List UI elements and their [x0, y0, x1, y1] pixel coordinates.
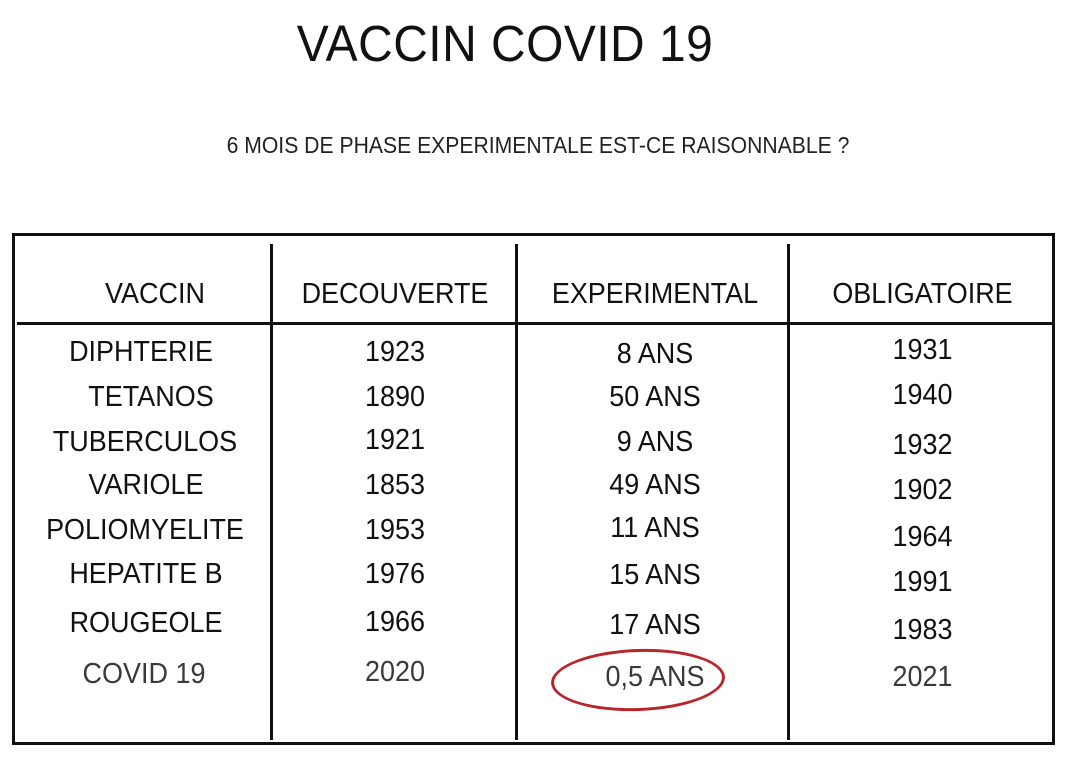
cell-decouverte: 2020	[364, 656, 425, 688]
header-decouverte: DECOUVERTE	[301, 278, 489, 310]
cell-experimental: 0,5 ANS	[605, 661, 705, 693]
cell-obligatoire: 1983	[892, 614, 953, 646]
column-divider	[787, 244, 790, 740]
cell-vaccin: ROUGEOLE	[69, 607, 223, 639]
header-experimental: EXPERIMENTAL	[551, 278, 759, 310]
header-divider	[17, 322, 1052, 325]
cell-obligatoire: 1991	[892, 566, 953, 598]
cell-obligatoire: 2021	[892, 661, 953, 693]
cell-vaccin: TUBERCULOS	[52, 426, 238, 458]
cell-decouverte: 1976	[364, 558, 425, 590]
highlight-circle	[550, 646, 726, 714]
cell-vaccin: COVID 19	[82, 658, 206, 690]
vaccine-table	[12, 233, 1055, 745]
cell-obligatoire: 1902	[892, 474, 953, 506]
page-subtitle: 6 MOIS DE PHASE EXPERIMENTALE EST-CE RAISONNABLE ?	[226, 132, 850, 158]
cell-vaccin: DIPHTERIE	[69, 336, 213, 368]
cell-obligatoire: 1964	[892, 521, 953, 553]
cell-obligatoire: 1940	[892, 379, 953, 411]
cell-experimental: 50 ANS	[609, 381, 701, 413]
cell-decouverte: 1921	[364, 424, 425, 456]
cell-experimental: 11 ANS	[610, 512, 700, 544]
column-divider	[515, 244, 518, 740]
cell-experimental: 8 ANS	[616, 338, 694, 370]
cell-vaccin: TETANOS	[88, 381, 214, 413]
cell-decouverte: 1890	[364, 381, 425, 413]
cell-decouverte: 1853	[364, 469, 425, 501]
cell-vaccin: HEPATITE B	[69, 558, 223, 590]
column-divider	[270, 244, 273, 740]
cell-obligatoire: 1931	[892, 334, 953, 366]
header-vaccin: VACCIN	[105, 278, 205, 310]
cell-vaccin: POLIOMYELITE	[46, 514, 244, 546]
cell-obligatoire: 1932	[892, 429, 953, 461]
cell-experimental: 17 ANS	[609, 609, 701, 641]
cell-experimental: 49 ANS	[609, 469, 701, 501]
cell-vaccin: VARIOLE	[88, 469, 204, 501]
cell-decouverte: 1953	[364, 514, 425, 546]
header-obligatoire: OBLIGATOIRE	[832, 278, 1013, 310]
cell-experimental: 9 ANS	[616, 426, 694, 458]
cell-decouverte: 1923	[364, 336, 425, 368]
cell-decouverte: 1966	[364, 606, 425, 638]
cell-experimental: 15 ANS	[609, 559, 701, 591]
page-title: VACCIN COVID 19	[296, 15, 714, 72]
